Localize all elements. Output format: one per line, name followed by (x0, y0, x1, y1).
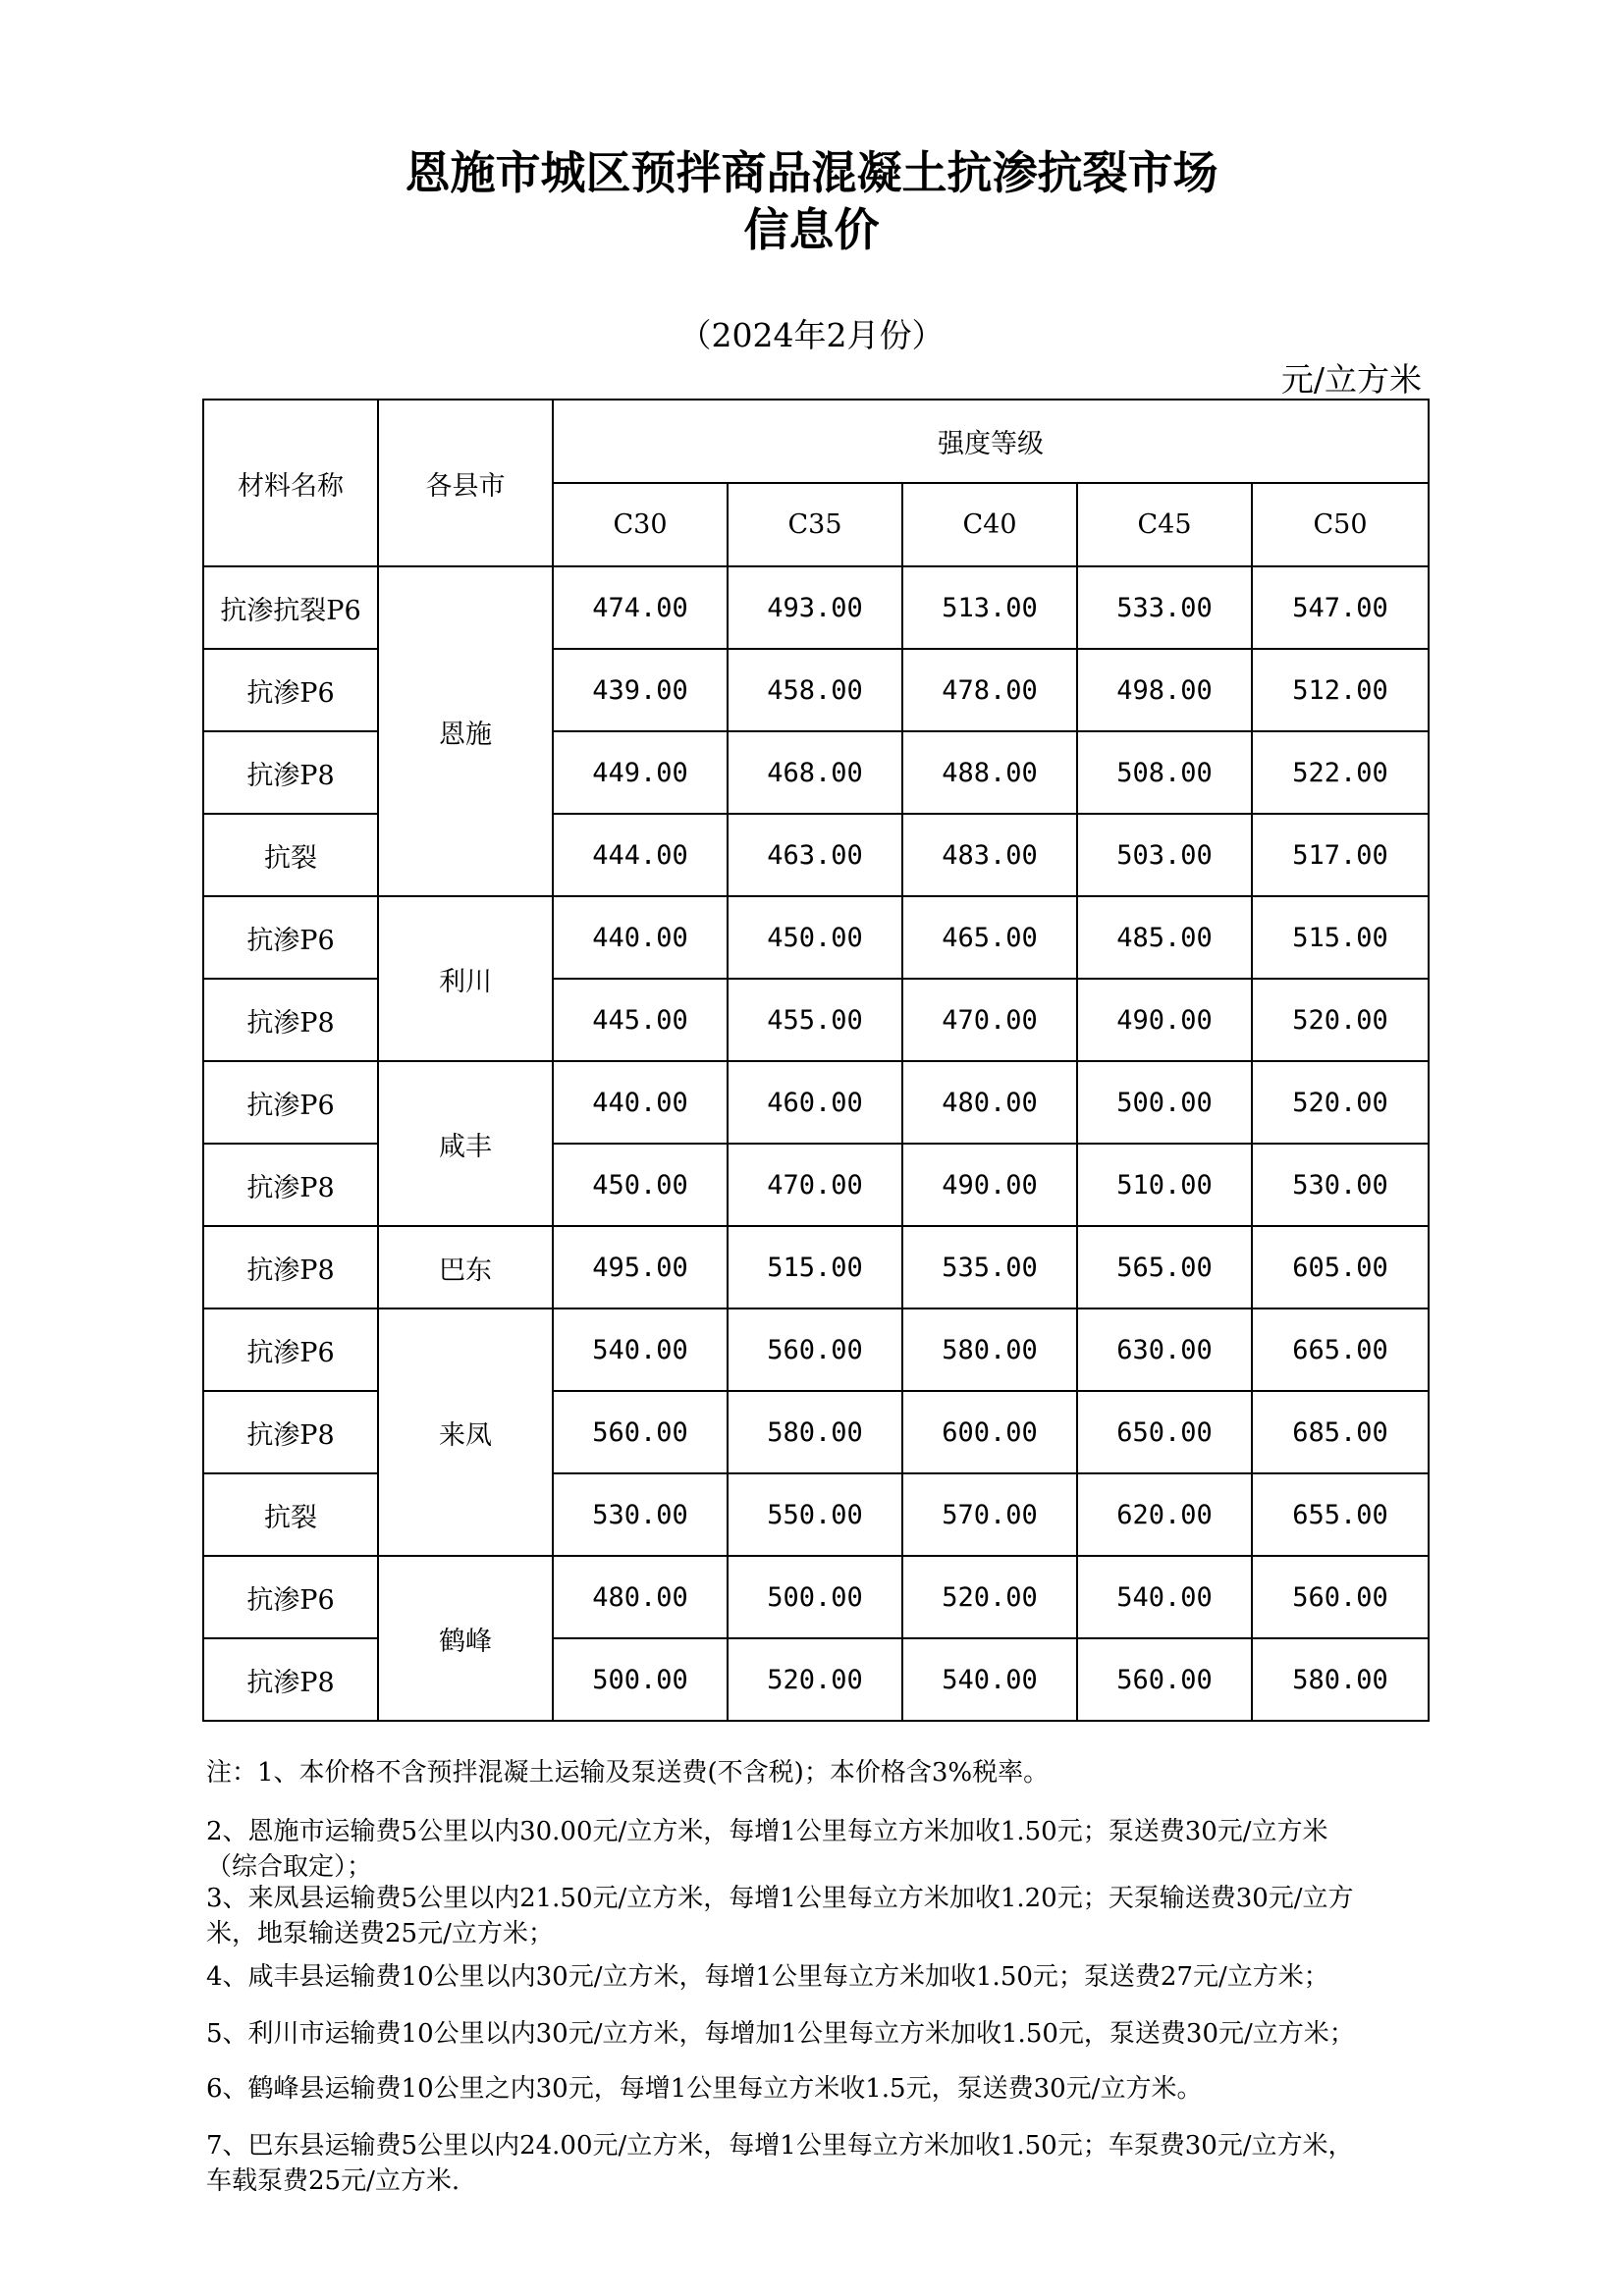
note-line: 米，地泵输送费25元/立方米； (206, 1919, 554, 1949)
material-cell: 抗裂 (203, 814, 378, 896)
price-cell: 515.00 (728, 1226, 902, 1308)
price-cell: 510.00 (1077, 1144, 1252, 1226)
price-cell: 512.00 (1252, 649, 1429, 731)
price-cell: 560.00 (728, 1308, 902, 1391)
price-cell: 630.00 (1077, 1308, 1252, 1391)
note-line: 4、咸丰县运输费10公里以内30元/立方米，每增1公里每立方米加收1.50元；泵送费27元/立方米； (206, 1962, 1329, 1992)
period-label: （2024年2月份） (678, 316, 945, 354)
material-cell: 抗渗P8 (203, 1226, 378, 1308)
price-cell: 560.00 (1252, 1556, 1429, 1638)
price-cell: 580.00 (728, 1391, 902, 1473)
price-cell: 463.00 (728, 814, 902, 896)
price-cell: 445.00 (553, 979, 728, 1061)
grade-header-c35: C35 (728, 483, 902, 566)
price-cell: 547.00 (1252, 566, 1429, 649)
note-item (206, 1881, 1434, 1951)
note-line: 2、恩施市运输费5公里以内30.00元/立方米，每增1公里每立方米加收1.50元；泵送费30元/立方米 (206, 1817, 1328, 1846)
material-cell: 抗渗P6 (203, 649, 378, 731)
price-cell: 533.00 (1077, 566, 1252, 649)
price-cell: 513.00 (902, 566, 1077, 649)
price-cell: 465.00 (902, 896, 1077, 979)
price-cell: 449.00 (553, 731, 728, 814)
price-cell: 540.00 (902, 1638, 1077, 1721)
document-title-line2: 信息价 (743, 203, 880, 256)
material-cell: 抗渗P6 (203, 1556, 378, 1638)
table-row (203, 1061, 1429, 1144)
county-cell: 咸丰 (378, 1061, 553, 1226)
price-cell: 440.00 (553, 1061, 728, 1144)
material-cell: 抗渗P8 (203, 1638, 378, 1721)
price-cell: 500.00 (1077, 1061, 1252, 1144)
price-cell: 605.00 (1252, 1226, 1429, 1308)
price-cell: 500.00 (728, 1556, 902, 1638)
note-line: 5、利川市运输费10公里以内30元/立方米，每增加1公里每立方米加收1.50元，泵送费30元/立方米； (206, 2019, 1355, 2049)
price-cell: 540.00 (553, 1308, 728, 1391)
unit-label: 元/立方米 (1280, 360, 1422, 399)
price-cell: 520.00 (1252, 979, 1429, 1061)
price-cell: 485.00 (1077, 896, 1252, 979)
document-title-line1: 恩施市城区预拌商品混凝土抗渗抗裂市场 (405, 146, 1218, 199)
table-row (203, 896, 1429, 979)
note-item (206, 2016, 1434, 2052)
price-cell: 493.00 (728, 566, 902, 649)
price-cell: 570.00 (902, 1473, 1077, 1556)
price-cell: 508.00 (1077, 731, 1252, 814)
material-cell: 抗渗抗裂P6 (203, 566, 378, 649)
price-cell: 517.00 (1252, 814, 1429, 896)
note-line: 3、来凤县运输费5公里以内21.50元/立方米，每增1公里每立方米加收1.20元；天泵输送费30元/立方 (206, 1884, 1354, 1913)
price-cell: 520.00 (728, 1638, 902, 1721)
note-line: 注：1、本价格不含预拌混凝土运输及泵送费(不含税)；本价格含3%税率。 (206, 1758, 1050, 1788)
material-cell: 抗渗P8 (203, 1391, 378, 1473)
price-cell: 450.00 (553, 1144, 728, 1226)
price-cell: 460.00 (728, 1061, 902, 1144)
material-cell: 抗渗P6 (203, 896, 378, 979)
price-cell: 468.00 (728, 731, 902, 814)
price-cell: 530.00 (553, 1473, 728, 1556)
price-cell: 565.00 (1077, 1226, 1252, 1308)
note-line: 7、巴东县运输费5公里以内24.00元/立方米，每增1公里每立方米加收1.50元；车泵费30元/立方米， (206, 2131, 1354, 2161)
price-cell: 535.00 (902, 1226, 1077, 1308)
price-cell: 488.00 (902, 731, 1077, 814)
county-cell: 鹤峰 (378, 1556, 553, 1721)
price-table-body (203, 566, 1429, 1721)
price-cell: 515.00 (1252, 896, 1429, 979)
note-item (206, 1814, 1434, 1885)
grade-header-c40: C40 (902, 483, 1077, 566)
price-cell: 520.00 (1252, 1061, 1429, 1144)
price-cell: 470.00 (902, 979, 1077, 1061)
price-cell: 650.00 (1077, 1391, 1252, 1473)
price-cell: 580.00 (1252, 1638, 1429, 1721)
table-row (203, 1226, 1429, 1308)
price-cell: 560.00 (1077, 1638, 1252, 1721)
note-line: 6、鹤峰县运输费10公里之内30元，每增1公里每立方米收1.5元，泵送费30元/立方米。 (206, 2074, 1203, 2104)
material-cell: 抗裂 (203, 1473, 378, 1556)
price-cell: 458.00 (728, 649, 902, 731)
price-cell: 580.00 (902, 1308, 1077, 1391)
note-item (206, 1959, 1434, 1995)
price-cell: 480.00 (902, 1061, 1077, 1144)
table-row (203, 1308, 1429, 1391)
material-cell: 抗渗P6 (203, 1308, 378, 1391)
price-cell: 540.00 (1077, 1556, 1252, 1638)
price-cell: 450.00 (728, 896, 902, 979)
table-row (203, 566, 1429, 649)
county-cell: 巴东 (378, 1226, 553, 1308)
material-cell: 抗渗P8 (203, 979, 378, 1061)
price-cell: 655.00 (1252, 1473, 1429, 1556)
price-cell: 439.00 (553, 649, 728, 731)
price-cell: 520.00 (902, 1556, 1077, 1638)
price-cell: 490.00 (902, 1144, 1077, 1226)
price-cell: 530.00 (1252, 1144, 1429, 1226)
material-cell: 抗渗P8 (203, 731, 378, 814)
price-cell: 498.00 (1077, 649, 1252, 731)
price-cell: 474.00 (553, 566, 728, 649)
price-cell: 478.00 (902, 649, 1077, 731)
header-strength-grade: 强度等级 (553, 400, 1429, 483)
county-cell: 来凤 (378, 1308, 553, 1556)
table-row (203, 1556, 1429, 1638)
price-cell: 483.00 (902, 814, 1077, 896)
price-cell: 600.00 (902, 1391, 1077, 1473)
price-cell: 550.00 (728, 1473, 902, 1556)
material-cell: 抗渗P8 (203, 1144, 378, 1226)
material-cell: 抗渗P6 (203, 1061, 378, 1144)
county-cell: 恩施 (378, 566, 553, 896)
grade-header-c50: C50 (1252, 483, 1429, 566)
price-cell: 560.00 (553, 1391, 728, 1473)
price-cell: 522.00 (1252, 731, 1429, 814)
price-cell: 490.00 (1077, 979, 1252, 1061)
grade-header-c30: C30 (553, 483, 728, 566)
price-cell: 470.00 (728, 1144, 902, 1226)
price-cell: 503.00 (1077, 814, 1252, 896)
price-cell: 620.00 (1077, 1473, 1252, 1556)
note-item (206, 2128, 1434, 2199)
price-cell: 440.00 (553, 896, 728, 979)
price-cell: 444.00 (553, 814, 728, 896)
header-material-name: 材料名称 (203, 400, 378, 566)
price-table (202, 399, 1430, 1722)
header-county: 各县市 (378, 400, 553, 566)
grade-header-c45: C45 (1077, 483, 1252, 566)
price-cell: 685.00 (1252, 1391, 1429, 1473)
note-item (206, 2071, 1434, 2107)
price-cell: 455.00 (728, 979, 902, 1061)
price-cell: 495.00 (553, 1226, 728, 1308)
note-line: 车载泵费25元/立方米. (206, 2166, 460, 2196)
price-cell: 665.00 (1252, 1308, 1429, 1391)
price-cell: 500.00 (553, 1638, 728, 1721)
county-cell: 利川 (378, 896, 553, 1061)
note-line: （综合取定）； (206, 1852, 373, 1882)
note-item (206, 1755, 1434, 1790)
price-cell: 480.00 (553, 1556, 728, 1638)
